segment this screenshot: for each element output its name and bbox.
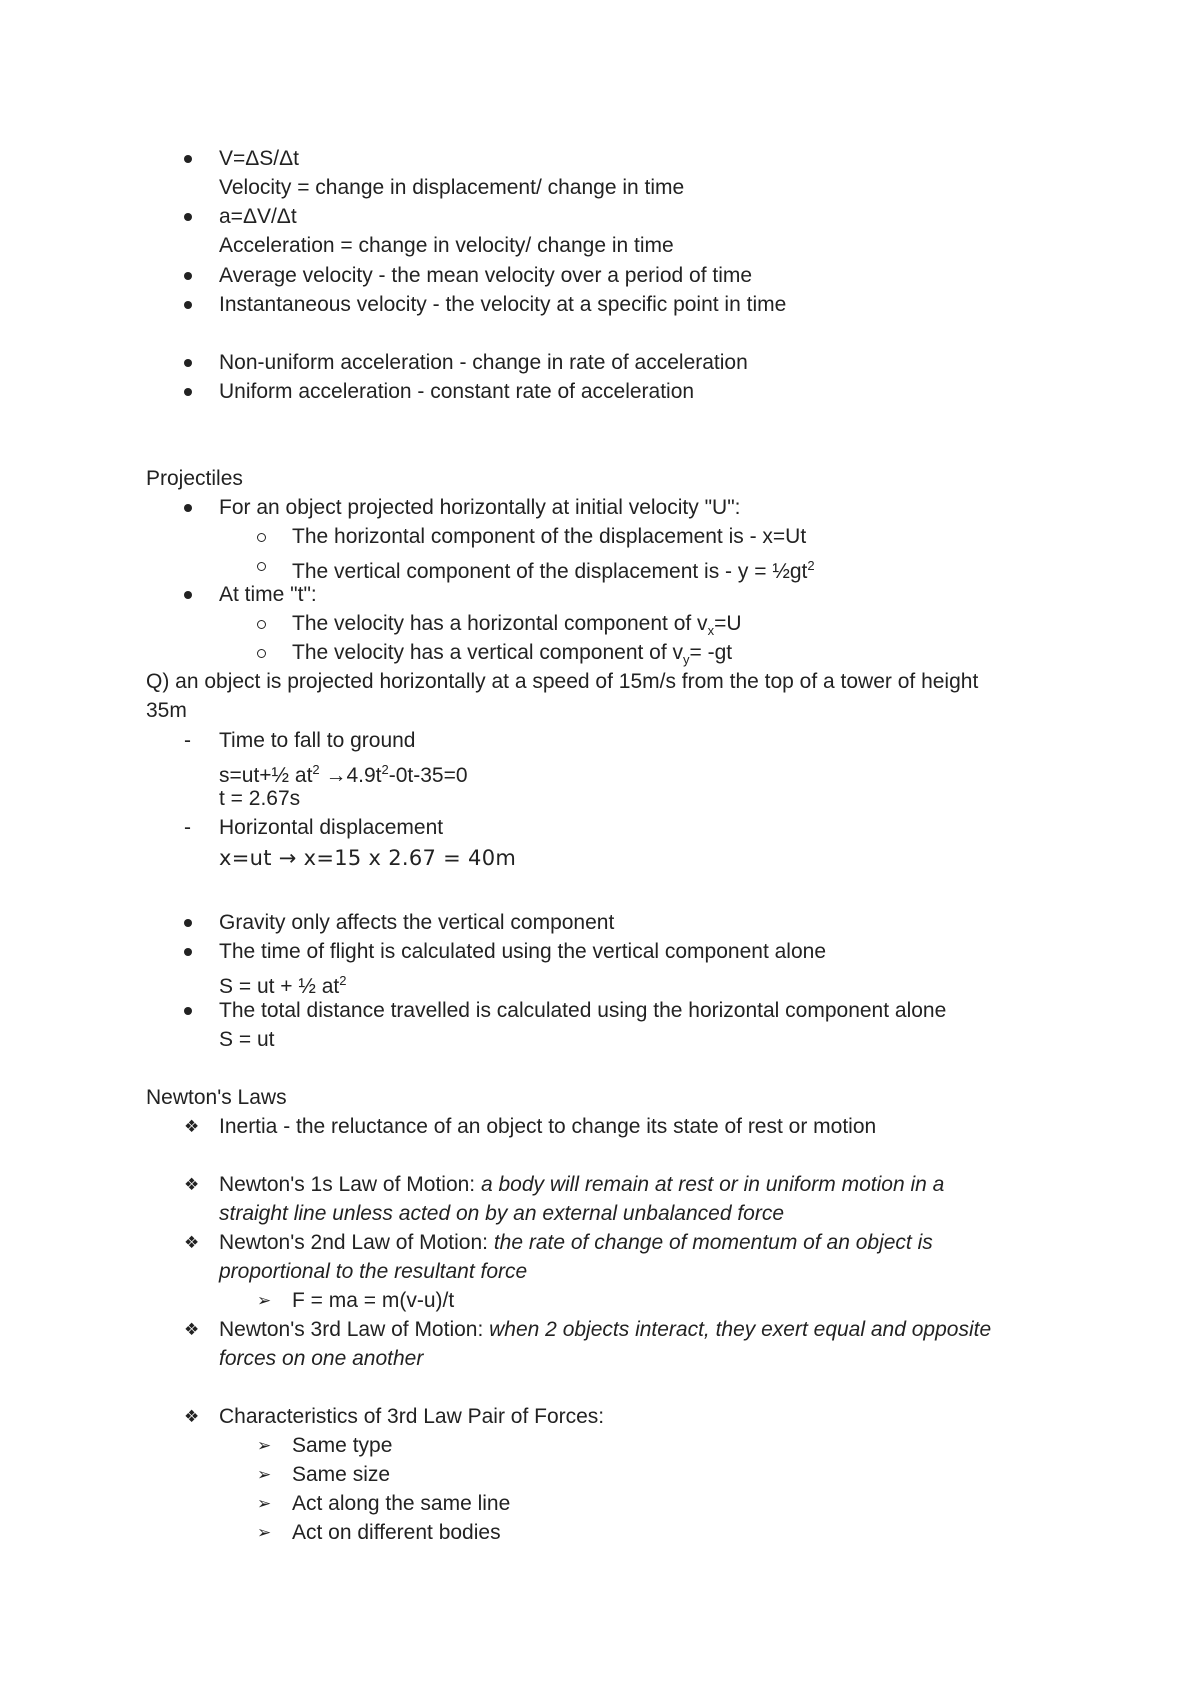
- non-uniform-acceleration-item: Non-uniform acceleration - change in rate of acceleration: [219, 351, 748, 374]
- third-law-characteristics: Characteristics of 3rd Law Pair of Forces:: [219, 1405, 605, 1428]
- arrow-bullet: ➢: [257, 1291, 272, 1311]
- inertia-item: Inertia - the reluctance of an object to change its state of rest or motion: [219, 1115, 877, 1138]
- acceleration-formula: a=ΔV/Δt: [219, 205, 297, 228]
- bullet-circle: [257, 620, 266, 629]
- diamond-bullet: ❖: [184, 1320, 200, 1340]
- velocity-definition: Velocity = change in displacement/ change in time: [219, 176, 685, 199]
- acceleration-definition: Acceleration = change in velocity/ change in time: [219, 234, 674, 257]
- bullet-circle: [257, 649, 266, 658]
- bullet-dot: [184, 1007, 192, 1015]
- total-distance-item: The total distance travelled is calculated using the horizontal component alone: [219, 999, 947, 1022]
- arrow-bullet: ➢: [257, 1436, 272, 1456]
- bullet-dot: [184, 388, 192, 396]
- diamond-bullet: ❖: [184, 1175, 200, 1195]
- bullet-dot: [184, 213, 192, 221]
- characteristic-item: Same size: [292, 1463, 391, 1486]
- bullet-dot: [184, 948, 192, 956]
- vertical-velocity-item: The velocity has a vertical component of $v_y= -gt$: [292, 641, 733, 668]
- velocity-formula: V=ΔS/Δt: [219, 147, 300, 170]
- bullet-dot: [184, 504, 192, 512]
- bullet-dot: [184, 359, 192, 367]
- arrow-bullet: ➢: [257, 1465, 272, 1485]
- time-of-flight-item: The time of flight is calculated using the vertical component alone: [219, 940, 827, 963]
- bullet-circle: [257, 533, 266, 542]
- horizontal-displacement-step: Horizontal displacement: [219, 816, 444, 839]
- gravity-item: Gravity only affects the vertical component: [219, 911, 615, 934]
- dash-bullet: -: [184, 816, 191, 839]
- time-to-fall-result: t = 2.67s: [219, 787, 301, 810]
- first-law-item: Newton's 1s Law of Motion: a body will remain at rest or in uniform motion in a: [219, 1173, 945, 1196]
- bullet-dot: [184, 591, 192, 599]
- average-velocity-item: Average velocity - the mean velocity over a period of time: [219, 264, 753, 287]
- vertical-displacement-item: The vertical component of the displacement is - $y = \frac{1}{2}gt^2$: [292, 558, 815, 583]
- newtons-laws-heading: Newton's Laws: [146, 1086, 287, 1109]
- total-distance-equation: S = ut: [219, 1028, 275, 1051]
- time-to-fall-equation: s=ut+½ $at^2 \to 4.9t^2-0t-35=0$: [219, 762, 468, 787]
- uniform-acceleration-item: Uniform acceleration - constant rate of acceleration: [219, 380, 695, 403]
- bullet-dot: [184, 919, 192, 927]
- bullet-dot: [184, 272, 192, 280]
- instantaneous-velocity-item: Instantaneous velocity - the velocity at a specific point in time: [219, 293, 787, 316]
- arrow-bullet: ➢: [257, 1494, 272, 1514]
- diamond-bullet: ❖: [184, 1233, 200, 1253]
- arrow-bullet: ➢: [257, 1523, 272, 1543]
- dash-bullet: -: [184, 729, 191, 752]
- time-of-flight-equation: S = ut + ½ $at^2$: [219, 973, 347, 998]
- projectiles-heading: Projectiles: [146, 467, 243, 490]
- time-to-fall-item: Time to fall to ground: [219, 729, 416, 752]
- characteristic-item: Act along the same line: [292, 1492, 511, 1515]
- horizontal-velocity-item: The velocity has a horizontal component of $v_x=U$: [292, 612, 742, 639]
- question-line-1: Q) an object is projected horizontally at a speed of 15m/s from the top of a tower of height: [146, 670, 979, 693]
- diamond-bullet: ❖: [184, 1117, 200, 1137]
- first-law-continuation: straight line unless acted on by an external unbalanced force: [219, 1202, 785, 1225]
- question-line-2: 35m: [146, 699, 187, 722]
- projection-item: For an object projected horizontally at initial velocity "U":: [219, 496, 741, 519]
- horizontal-displacement-equation: x=ut → x=15 x 2.67 = 40m: [219, 846, 517, 870]
- second-law-formula: F = ma = m(v-u)/t: [292, 1289, 455, 1312]
- at-time-item: At time "t":: [219, 583, 317, 606]
- bullet-dot: [184, 155, 192, 163]
- characteristic-item: Same type: [292, 1434, 393, 1457]
- bullet-dot: [184, 301, 192, 309]
- second-law-continuation: proportional to the resultant force: [219, 1260, 528, 1283]
- bullet-circle: [257, 562, 266, 571]
- second-law-item: Newton's 2nd Law of Motion: the rate of change of momentum of an object is: [219, 1231, 933, 1254]
- third-law-continuation: forces on one another: [219, 1347, 424, 1370]
- third-law-item: Newton's 3rd Law of Motion: when 2 objects interact, they exert equal and opposite: [219, 1318, 992, 1341]
- characteristic-item: Act on different bodies: [292, 1521, 501, 1544]
- horizontal-displacement-item: The horizontal component of the displacement is - x=Ut: [292, 525, 807, 548]
- diamond-bullet: ❖: [184, 1407, 200, 1427]
